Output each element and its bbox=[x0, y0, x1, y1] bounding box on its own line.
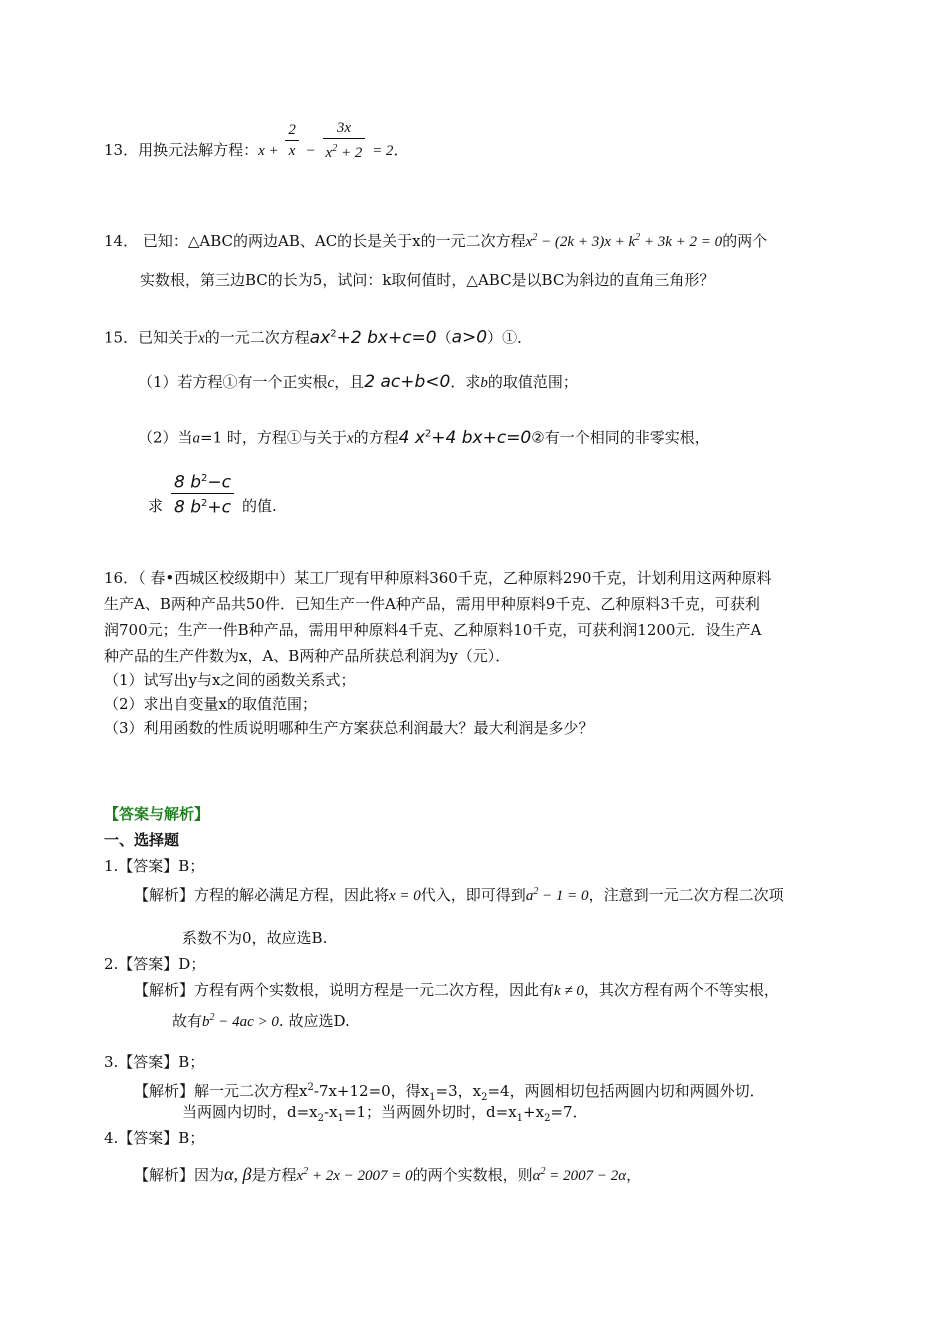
q16-line-1: 16．（ 春•西城区校级期中）某工厂现有甲种原料360千克，乙种原料290千克，计划利用这两种原料 bbox=[104, 569, 772, 587]
answer-1-explanation: 【解析】方程的解必满足方程，因此将x = 0代入，即可得到$a^2 - 1 = 0$，注意到一元二次方程二次项 bbox=[134, 886, 784, 904]
answer-4-explanation: 【解析】因为α, β是方程$x^2 + 2x - 2007 = 0$的两个实数根，则$\alpha^2 = 2007 - 2\alpha$， bbox=[134, 1164, 642, 1184]
answer-2-explanation: 【解析】方程有两个实数根，说明方程是一元二次方程，因此有k ≠ 0，其次方程有两个不等实根， bbox=[134, 981, 779, 999]
q16-line-3: 润700元；生产一件B种产品，需用甲种原料4千克、乙种原料10千克，可获利润1200元．设生产A bbox=[104, 621, 762, 639]
q13-line bbox=[104, 120, 409, 163]
q13-lead: 13．用换元法解方程： bbox=[104, 141, 259, 159]
q16-sub-1: （1）试写出y与x之间的函数关系式； bbox=[104, 671, 356, 689]
q14-line-1: 14． 已知：△ABC的两边AB、AC的长是关于x的一元二次方程$x^2 - (2k + 3)x + k^2 + 3k + 2 = 0$的两个 bbox=[104, 232, 768, 250]
q13-tail: ． bbox=[393, 141, 409, 159]
answer-1-explanation-2: 系数不为0，故应选B. bbox=[182, 929, 328, 947]
answers-heading: 【答案与解析】 bbox=[104, 805, 210, 823]
q16-line-4: 种产品的生产件数为x，A、B两种产品所获总利润为y（元）． bbox=[104, 647, 511, 665]
section-heading: 一、选择题 bbox=[104, 831, 180, 849]
q15-ask: 求 $\frac{8 b^2-c}{8 b^2+c}$ 的值. bbox=[148, 496, 277, 517]
q15-fraction: $\frac{8 b^2-c}{8 b^2+c}$ bbox=[171, 469, 234, 517]
q15-equation-2: 4 $x^2+4$ bx+c=0 bbox=[398, 427, 532, 448]
q15-equation-1: $ax^2+2$ bx+c=0 bbox=[309, 327, 437, 348]
q14-line-2: 实数根，第三边BC的长为5，试问：k取何值时，△ABC是以BC为斜边的直角三角形？ bbox=[140, 271, 715, 289]
q14-equation: $x^2 - (2k + 3)x + k^2 + 3k + 2 = 0$ bbox=[525, 232, 723, 250]
q13-equation: x + $\frac{2}{x}$ − $\frac{3x}{x^2 + 2}$ = 2 bbox=[258, 120, 394, 162]
q16-sub-3: （3）利用函数的性质说明哪种生产方案获总利润最大？最大利润是多少？ bbox=[104, 719, 594, 737]
q16-line-2: 生产A、B两种产品共50件．已知生产一件A种产品，需用甲种原料9千克、乙种原料3千克，可获利 bbox=[104, 595, 760, 613]
answer-3-explanation: 【解析】解一元二次方程$x^2-7x+12=0$，得$x_1=3$，$x_2=4$，两圆相切包括两圆内切和两圆外切． bbox=[134, 1082, 765, 1103]
answer-2: 2.【答案】D； bbox=[104, 955, 206, 973]
answer-1: 1.【答案】B； bbox=[104, 857, 205, 875]
q15-part-1: （1）若方程①有一个正实根c，且2 ac+b<0．求b的取值范围； bbox=[138, 372, 578, 392]
answer-3-explanation-2: 当两圆内切时，$d=x_2-x_1=1$；当两圆外切时，$d=x_1+x_2=7$． bbox=[182, 1103, 588, 1124]
answer-2-explanation-2: 故有$b^2 - 4ac > 0$. 故应选D. bbox=[172, 1012, 350, 1030]
q16-sub-2: （2）求出自变量x的取值范围； bbox=[104, 695, 318, 713]
answer-4: 4.【答案】B； bbox=[104, 1129, 205, 1147]
q15-line-1: 15．已知关于x的一元二次方程$ax^2+2$ bx+c=0（a>0）①． bbox=[104, 327, 533, 348]
q15-part-2: （2）当a=1 时，方程①与关于x的方程4 $x^2+4$ bx+c=0②有一个相同的非零实根， bbox=[138, 427, 710, 448]
answer-3: 3.【答案】B； bbox=[104, 1053, 205, 1071]
